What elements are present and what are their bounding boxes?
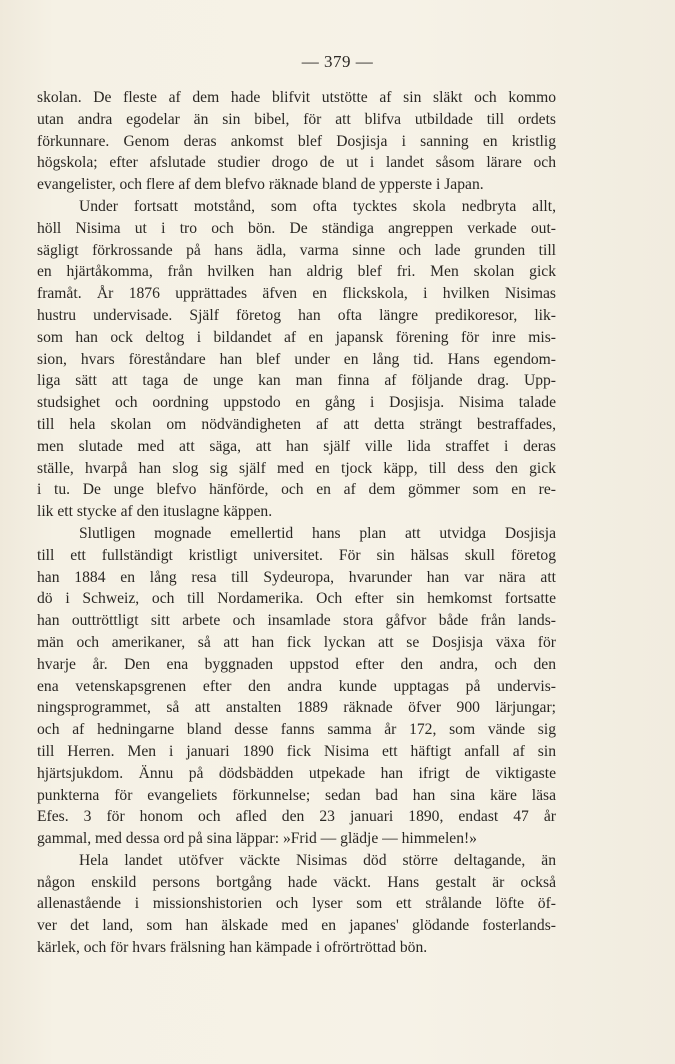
text-line: kärlek, och för hvars frälsning han kämpade i ofrörtröttad bön. [37,939,428,957]
text-line: och af hedningarne bland desse fanns samma år 172, som vände sig [37,721,556,739]
text-line: hustru undervisade. Själf företog han ofta längre predikoresor, lik- [37,306,556,324]
text-line: förkunnare. Genom deras ankomst blef Dosjisja i sanning en kristlig [37,132,556,150]
text-line: ställe, hvarpå han slog sig själf med en tjock käpp, till dess den gick [37,459,556,477]
text-line: skolan. De fleste af dem hade blifvit utstötte af sin släkt och kommo [37,89,556,106]
text-line: han 1884 en lång resa till Sydeuropa, hvarunder han var nära att [37,568,556,586]
text-line: som han ock deltog i bildandet af en japansk förening för inre mis- [37,328,556,346]
text-line: till ett fullständigt kristligt universitet. För sin hälsas skull företog [37,546,556,564]
text-line: Under fortsatt motstånd, som ofta tycktes skola nedbryta allt, [79,197,556,215]
text-line: någon enskild persons bortgång hade väckt. Hans gestalt är också [37,873,556,891]
text-line: till hela skolan om nödvändigheten af att detta strängt bestraffades, [37,415,556,433]
text-line: i tu. De unge blefvo hänförde, och en af dem gömmer som en re- [37,481,556,499]
text-line: Efes. 3 för honom och afled den 23 januari 1890, endast 47 år [37,808,556,826]
text-line: liga sätt att taga de unge kan man finna af följande drag. Upp- [37,372,556,390]
text-line: lik ett stycke af den ituslagne käppen. [37,503,273,521]
text-line: Hela landet utöfver väckte Nisimas död större deltagande, än [79,851,556,869]
text-line: höll Nisima ut i tro och bön. De ständiga angreppen verkade out- [37,219,556,237]
text-line: men slutade med att säga, att han själf ville lida straffet i deras [37,437,556,455]
text-line: ena vetenskapsgrenen efter den andra kunde upptagas på undervis- [37,677,556,695]
text-line: hvarje år. Den ena byggnaden uppstod efter den andra, och den [37,655,556,673]
text-line: studsighet och oordning uppstodo en gång i Dosjisja. Nisima talade [37,394,556,412]
text-line: sion, hvars föreståndare han blef under en lång tid. Hans egendom- [37,350,556,368]
text-line: ningsprogrammet, så att anstalten 1889 räknade öfver 900 lärjungar; [37,699,556,717]
text-line: evangelister, och flere af dem blefvo räknade bland de ypperste i Japan. [37,176,484,194]
text-line: högskola; efter afslutade studier drogo de ut i landet såsom lärare och [37,154,556,172]
text-line: till Herren. Men i januari 1890 fick Nisima ett häftigt anfall af sin [37,742,556,760]
text-line: han outtröttligt sitt arbete och insamlade stora gåfvor både från lands- [37,612,556,630]
text-line: gammal, med dessa ord på sina läppar: »Frid — glädje — himmelen!» [37,830,477,848]
text-line: framåt. År 1876 upprättades äfven en flickskola, i hvilken Nisimas [37,285,556,303]
text-line: Slutligen mognade emellertid hans plan att utvidga Dosjisja [79,524,556,542]
text-line: ver det land, som han älskade med en japanes' glödande fosterlands- [37,917,556,935]
text-line: sägligt förkrossande på hans ädla, varma sinne och lade grunden till [37,241,556,259]
text-line: hjärtsjukdom. Ännu på dödsbädden utpekade han ifrigt de viktigaste [37,764,556,782]
body-text [37,87,556,959]
text-line: män och amerikaner, så att han fick lyckan att se Dosjisja växa för [37,633,556,651]
text-line: punkterna för evangeliets förkunnelse; sedan bad han sina käre läsa [37,786,556,804]
text-line: allenastående i missionshistorien och lyser som ett strålande löfte öf- [37,895,556,913]
page-number: — 379 — [301,52,374,71]
text-line: dö i Schweiz, och till Nordamerika. Och efter sin hemkomst fortsatte [37,590,556,608]
text-line: utan andra egodelar än sin bibel, för att blifva utbildade till ordets [37,110,556,128]
text-line: en hjärtåkomma, från hvilken han aldrig blef fri. Men skolan gick [37,263,556,281]
